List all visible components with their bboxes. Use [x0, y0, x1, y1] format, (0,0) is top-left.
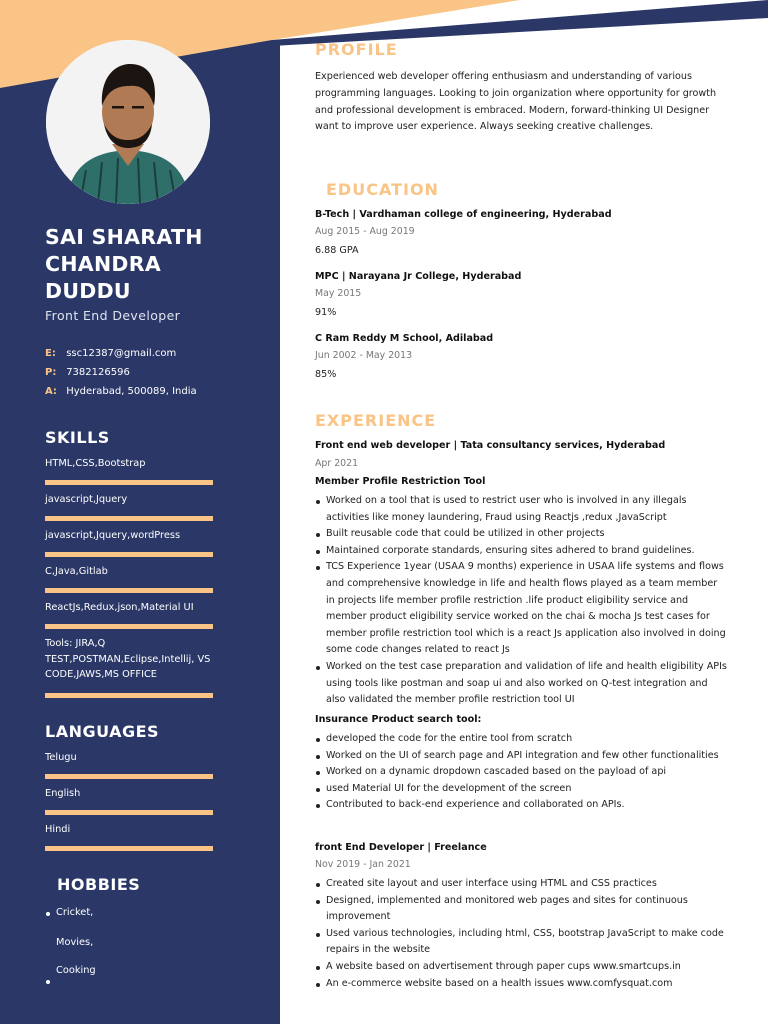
experience-heading: EXPERIENCE [315, 411, 437, 430]
list-item: An e-commerce website based on a health issues www.comfysquat.com [315, 976, 727, 993]
contact-block [45, 347, 197, 404]
list-item: A website based on advertisement through paper cups www.smartcups.in [315, 959, 727, 976]
list-item: TCS Experience 1year (USAA 9 months) experience in USAA life systems and flows and comprehensive knowledge in life and health flows played as a team member in projects life member profile restriction .life product eligibility service and member product eligibility service worked on the chai & mocha Js test cases for member profile restriction tool which is a react Js application also involved in doing some code changes related to react Js [315, 559, 727, 659]
list-item: Created site layout and user interface using HTML and CSS practices [315, 876, 727, 893]
education-dates: Aug 2015 - Aug 2019 [315, 226, 415, 237]
language-item: Telugu [45, 752, 77, 763]
skill-item: javascript,Jquery [45, 494, 128, 505]
name-line: DUDDU [45, 279, 131, 303]
skill-item: C,Java,Gitlab [45, 566, 108, 577]
name-line: CHANDRA [45, 252, 161, 276]
contact-label: A: [45, 386, 57, 397]
education-title: MPC | Narayana Jr College, Hyderabad [315, 271, 522, 282]
education-score: 6.88 GPA [315, 245, 359, 256]
project-bullets [315, 731, 727, 814]
avatar-icon [46, 40, 210, 204]
profile-heading: PROFILE [315, 40, 398, 59]
language-bar [45, 846, 213, 851]
contact-phone [45, 366, 197, 385]
language-item: English [45, 788, 81, 799]
address-value: Hyderabad, 500089, India [66, 386, 197, 397]
language-item: Hindi [45, 824, 71, 835]
project-title: Member Profile Restriction Tool [315, 476, 486, 487]
skills-heading: SKILLS [45, 428, 110, 447]
project-title: Insurance Product search tool: [315, 714, 482, 725]
education-dates: May 2015 [315, 288, 362, 299]
job-bullets [315, 876, 727, 992]
education-score: 91% [315, 307, 337, 318]
contact-address [45, 385, 197, 404]
skill-bar [45, 516, 213, 521]
hobby-item: Cricket, [56, 907, 94, 918]
bullet-dot [46, 912, 50, 916]
skill-item: ReactJs,Redux,json,Material UI [45, 602, 194, 613]
list-item: Worked on a dynamic dropdown cascaded based on the payload of api [315, 764, 727, 781]
skill-bar [45, 624, 213, 629]
profile-photo [46, 40, 210, 204]
bullet-dot [46, 980, 50, 984]
project-bullets [315, 493, 727, 709]
main-content [280, 0, 768, 1024]
phone-value[interactable]: 7382126596 [66, 367, 130, 378]
job-dates: Apr 2021 [315, 458, 359, 469]
education-title: C Ram Reddy M School, Adilabad [315, 333, 494, 344]
list-item: developed the code for the entire tool from scratch [315, 731, 727, 748]
contact-email [45, 347, 197, 366]
skill-bar [45, 693, 213, 698]
education-heading: EDUCATION [326, 180, 439, 199]
skill-bar [45, 480, 213, 485]
email-value[interactable]: ssc12387@gmail.com [66, 348, 177, 359]
skill-item: HTML,CSS,Bootstrap [45, 458, 146, 469]
skill-item: javascript,Jquery,wordPress [45, 530, 181, 541]
hobby-item: Movies, [56, 937, 94, 948]
contact-label: E: [45, 348, 56, 359]
hobbies-heading: HOBBIES [57, 875, 141, 894]
education-dates: Jun 2002 - May 2013 [315, 350, 413, 361]
hobby-item: Cooking [56, 965, 96, 976]
list-item: Worked on a tool that is used to restrict user who is involved in any illegals activities like money laundering, Fraud using Reactjs ,redux ,JavaScript [315, 493, 727, 526]
list-item: Designed, implemented and monitored web pages and sites for continuous improvement [315, 893, 727, 926]
education-score: 85% [315, 369, 337, 380]
language-bar [45, 774, 213, 779]
list-item: Maintained corporate standards, ensuring sites adhered to brand guidelines. [315, 543, 727, 560]
job-title: Front end web developer | Tata consultancy services, Hyderabad [315, 440, 666, 451]
skill-bar [45, 588, 213, 593]
list-item: Worked on the test case preparation and validation of life and health eligibility APIs using tools like postman and soap ui and also worked on Q-test integration and also validated the member profile restriction tool UI [315, 659, 727, 709]
education-title: B-Tech | Vardhaman college of engineering, Hyderabad [315, 209, 612, 220]
sidebar-edge [272, 40, 280, 1024]
candidate-name [45, 224, 245, 305]
job-dates: Nov 2019 - Jan 2021 [315, 859, 411, 870]
list-item: Worked on the UI of search page and API integration and few other functionalities [315, 748, 727, 765]
contact-label: P: [45, 367, 57, 378]
skill-item: Tools: JIRA,Q TEST,POSTMAN,Eclipse,Intellij, VS CODE,JAWS,MS OFFICE [45, 638, 211, 680]
list-item: Contributed to back-end experience and collaborated on APIs. [315, 797, 727, 814]
name-line: SAI SHARATH [45, 225, 203, 249]
list-item: Built reusable code that could be utilized in other projects [315, 526, 727, 543]
skill-bar [45, 552, 213, 557]
sidebar [0, 0, 272, 1024]
language-bar [45, 810, 213, 815]
list-item: Used various technologies, including html, CSS, bootstrap JavaScript to make code repairs in the website [315, 926, 727, 959]
job-role: Front End Developer [45, 308, 181, 323]
languages-heading: LANGUAGES [45, 722, 160, 741]
list-item: used Material UI for the development of the screen [315, 781, 727, 798]
job-title: front End Developer | Freelance [315, 842, 487, 853]
profile-text: Experienced web developer offering enthusiasm and understanding of various programming languages. Looking to join organization where opportunity for growth and professional development is embraced. Modern, forward-thinking UI Designer want to improve user experience. Always seeking creative challenges. [315, 71, 717, 133]
